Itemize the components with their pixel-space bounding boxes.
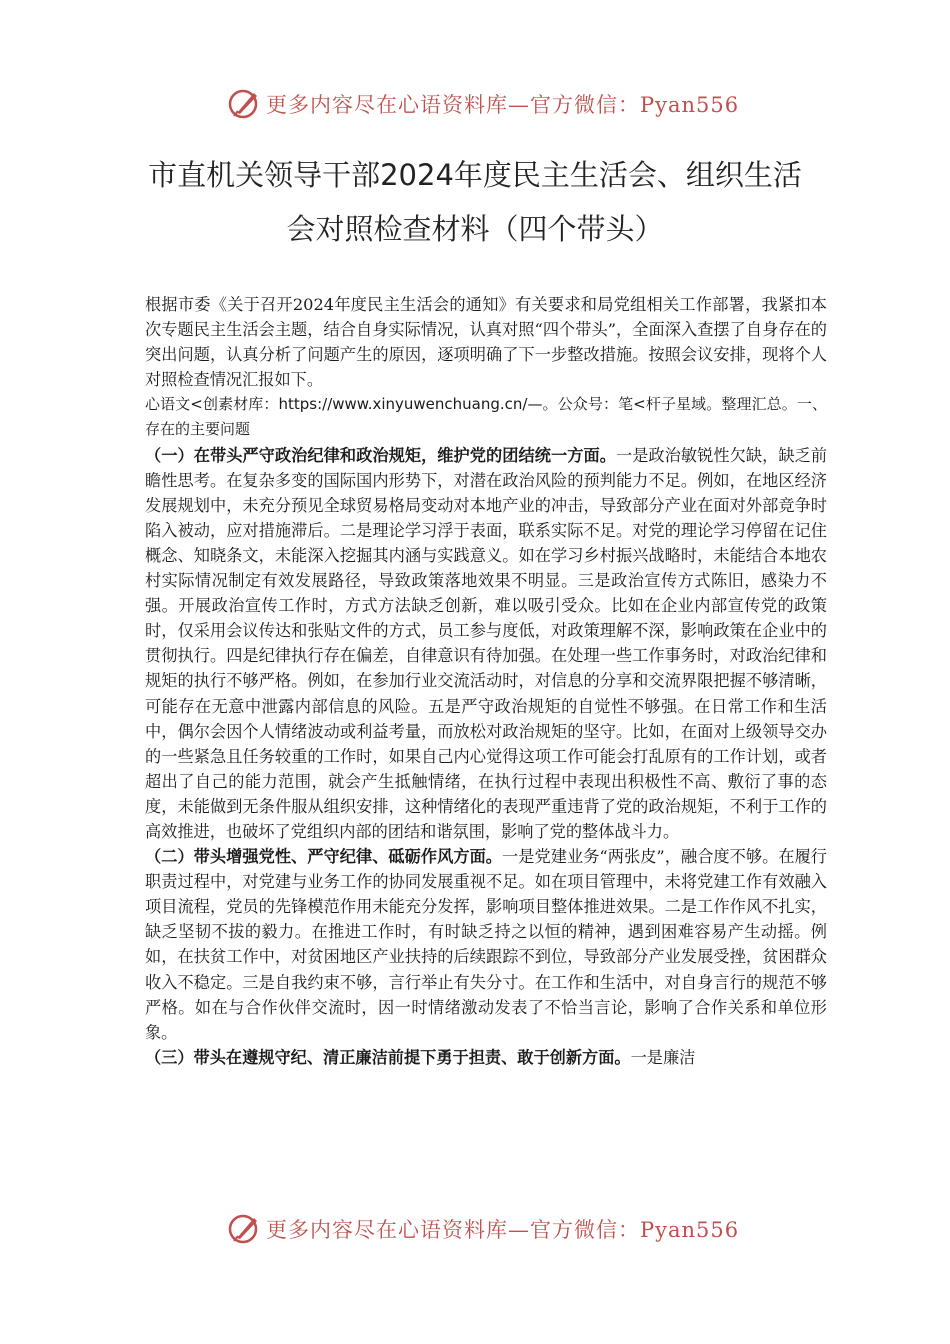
quill-logo-icon bbox=[228, 1212, 262, 1246]
section-3-body: 一是廉洁 bbox=[630, 1047, 696, 1067]
title-line-1: 市直机关领导干部2024年度民主生活会、组织生活 bbox=[148, 158, 802, 192]
banner-text: 更多内容尽在心语资料库—官方微信：Pyan556 bbox=[266, 93, 740, 117]
section-1-heading: （一）在带头严守政治纪律和政治规矩，维护党的团结统一方面。 bbox=[145, 445, 616, 465]
section-3-heading: （三）带头在遵规守纪、清正廉洁前提下勇于担责、敢于创新方面。 bbox=[145, 1047, 631, 1067]
header-banner bbox=[228, 86, 748, 122]
section-1-body: 一是政治敏锐性欠缺，缺乏前瞻性思考。在复杂多变的国际国内形势下，对潜在政治风险的预判能力不足。例如，在地区经济发展规划中，未充分预见全球贸易格局变动对本地产业的冲击，导致部分产业在面对外部竞争时陷入被动，应对措施滞后。二是理论学习浮于表面，联系实际不足。对党的理论学习停留在记住概念、知晓条文，未能深入挖掘其内涵与实践意义。如在学习乡村振兴战略时，未能结合本地农村实际情况制定有效发展路径，导致政策落地效果不明显。三是政治宣传方式陈旧，感染力不强。开展政治宣传工作时，方式方法缺乏创新，难以吸引受众。比如在企业内部宣传党的政策时，仅采用会议传达和张贴文件的方式，员工参与度低，对政策理解不深，影响政策在企业中的贯彻执行。四是纪律执行存在偏差，自律意识有待加强。在处理一些工作事务时，对政治纪律和规矩的执行不够严格。例如，在参加行业交流活动时，对信息的分享和交流界限把握不够清晰，可能存在无意中泄露内部信息的风险。五是严守政治规矩的自觉性不够强。在日常工作和生活中，偶尔会因个人情绪波动或利益考量，而放松对政治规矩的坚守。比如，在面对上级领导交办的一些紧急且任务较重的工作时，如果自己内心觉得这项工作可能会打乱原有的工作计划，或者超出了自己的能力范围，就会产生抵触情绪，在执行过程中表现出积极性不高、敷衍了事的态度，未能做到无条件服从组织安排，这种情绪化的表现严重违背了党的政治规矩，不利于工作的高效推进，也破坏了党组织内部的团结和谐氛围，影响了党的整体战斗力。 bbox=[145, 445, 828, 841]
section-2-heading: （二）带头增强党性、严守纪律、砥砺作风方面。 bbox=[145, 847, 503, 867]
intro-paragraph: 根据市委《关于召开2024年度民主生活会的通知》有关要求和局党组相关工作部署，我紧扣本次专题民主生活会主题，结合自身实际情况，认真对照“四个带头”，全面深入查摆了自身存在的突出问题，认真分析了问题产生的原因，逐项明确了下一步整改措施。按照会议安排，现将个人对照检查情况汇报如下。 bbox=[145, 295, 827, 390]
page-title bbox=[100, 148, 850, 256]
source-note: 心语文<创素材库：https://www.xinyuwenchuang.cn/—。公众号：笔<杆子星域。整理汇总。一、存在的主要问题 bbox=[145, 395, 827, 439]
quill-logo-icon bbox=[228, 87, 262, 121]
title-line-2: 会对照检查材料（四个带头） bbox=[286, 212, 664, 246]
section-3 bbox=[145, 1045, 827, 1070]
section-2-body: 一是党建业务“两张皮”，融合度不够。在履行职责过程中，对党建与业务工作的协同发展重视不足。如在项目管理中，未将党建工作有效融入项目流程，党员的先锋模范作用未能充分发挥，影响项目整体推进效果。二是工作作风不扎实，缺乏坚韧不拔的毅力。在推进工作时，有时缺乏持之以恒的精神，遇到困难容易产生动摇。例如，在扶贫工作中，对贫困地区产业扶持的后续跟踪不到位，导致部分产业发展受挫，贫困群众收入不稳定。三是自我约束不够，言行举止有失分寸。在工作和生活中，对自身言行的规范不够严格。如在与合作伙伴交流时，因一时情绪激动发表了不恰当言论，影响了合作关系和单位形象。 bbox=[145, 847, 827, 1042]
section-2 bbox=[145, 844, 827, 1045]
section-1 bbox=[145, 443, 827, 845]
banner-text: 更多内容尽在心语资料库—官方微信：Pyan556 bbox=[266, 1218, 740, 1242]
footer-banner bbox=[228, 1211, 748, 1247]
document-body bbox=[145, 292, 827, 1070]
